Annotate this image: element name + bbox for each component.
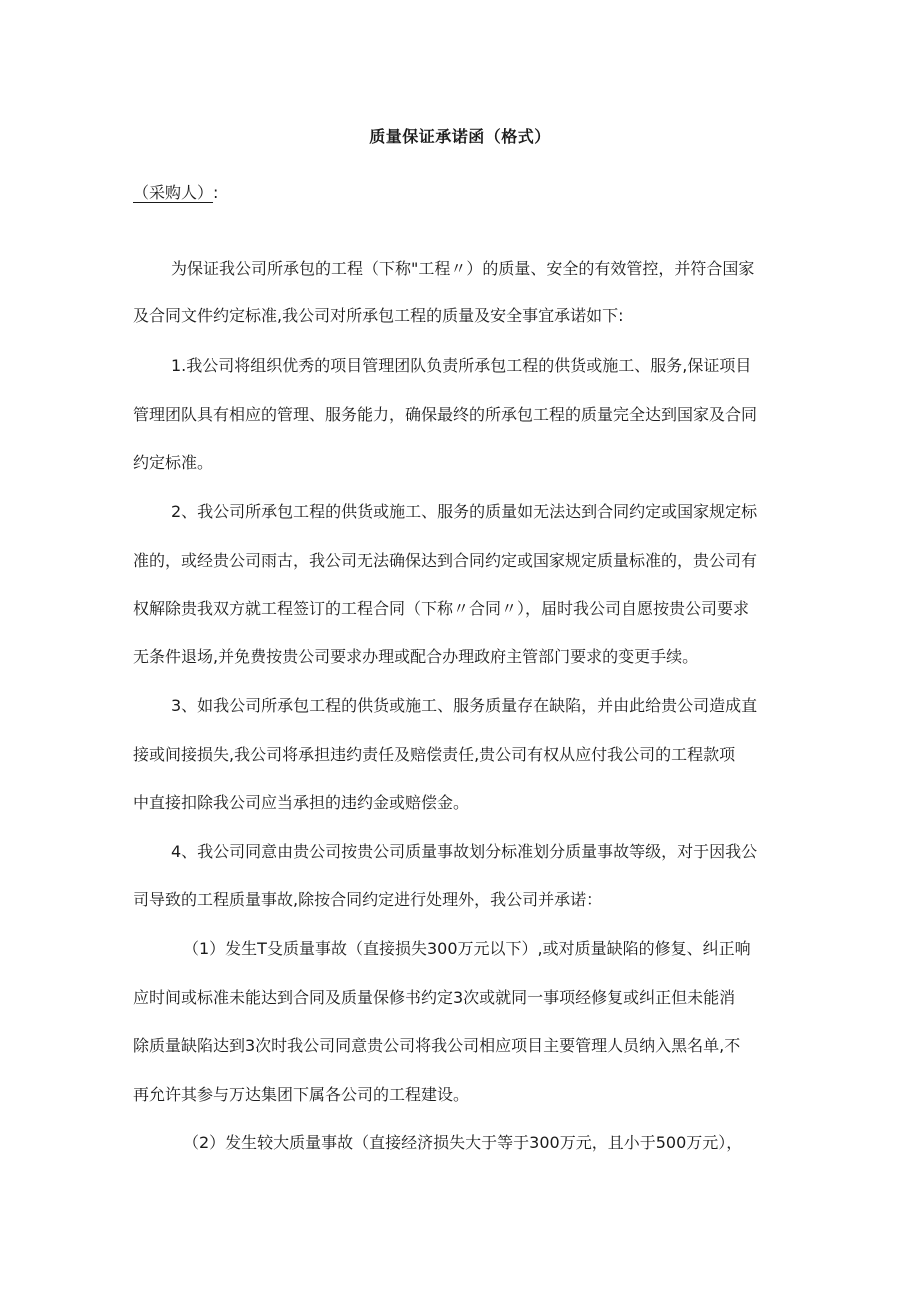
body-line: 除质量缺陷达到3次时我公司同意贵公司将我公司相应项目主要管理人员纳入黑名单,不 [133,1036,741,1055]
document-title: 质量保证承诺函（格式） [369,127,551,146]
body-line: 1.我公司将组织优秀的项目管理团队负责所承包工程的供货或施工、服务,保证项目 [171,356,752,375]
addressee-name: （采购人） [133,183,214,202]
body-line: 再允许其参与万达集团下属各公司的工程建设。 [133,1085,470,1104]
body-line: 管理团队具有相应的管理、服务能力，确保最终的所承包工程的质量完全达到国家及合同 [133,405,758,424]
body-line: （1）发生T殳质量事故（直接损失300万元以下）,或对质量缺陷的修复、纠正响 [183,939,751,958]
body-line: 应时间或标准未能达到合同及质量保修书约定3次或就同一事项经修复或纠正但未能消 [133,988,736,1007]
body-line: 无条件退场,并免费按贵公司要求办理或配合办理政府主管部门要求的变更手续。 [133,647,699,666]
body-line: 约定标准。 [133,453,214,472]
body-line: 准的，或经贵公司雨古，我公司无法确保达到合同约定或国家规定质量标准的，贵公司有 [133,551,758,570]
body-line: 权解除贵我双方就工程签订的工程合同（下称〃合同〃），届时我公司自愿按贵公司要求 [133,599,750,618]
addressee-colon: : [213,183,219,202]
body-line: 4、我公司同意由贵公司按贵公司质量事故划分标准划分质量事故等级，对于因我公 [171,842,758,861]
body-line: 中直接扣除我公司应当承担的违约金或赔偿金。 [133,793,470,812]
body-line: 2、我公司所承包工程的供货或施工、服务的质量如无法达到合同约定或国家规定标 [171,502,758,521]
body-line: 3、如我公司所承包工程的供货或施工、服务质量存在缺陷，并由此给贵公司造成直 [171,696,758,715]
body-line: 接或间接损失,我公司将承担违约责任及赔偿责任,贵公司有权从应付我公司的工程款项 [133,745,736,764]
body-line: 为保证我公司所承包的工程（下称"工程〃）的质量、安全的有效管控，并符合国家 [171,259,755,278]
body-line: （2）发生较大质量事故（直接经济损失大于等于300万元，且小于500万元）， [183,1133,743,1152]
body-line: 司导致的工程质量事故,除按合同约定进行处理外，我公司并承诺： [133,890,603,909]
addressee-line [133,180,218,203]
body-line: 及合同文件约定标准,我公司对所承包工程的质量及安全事宜承诺如下: [133,306,624,325]
